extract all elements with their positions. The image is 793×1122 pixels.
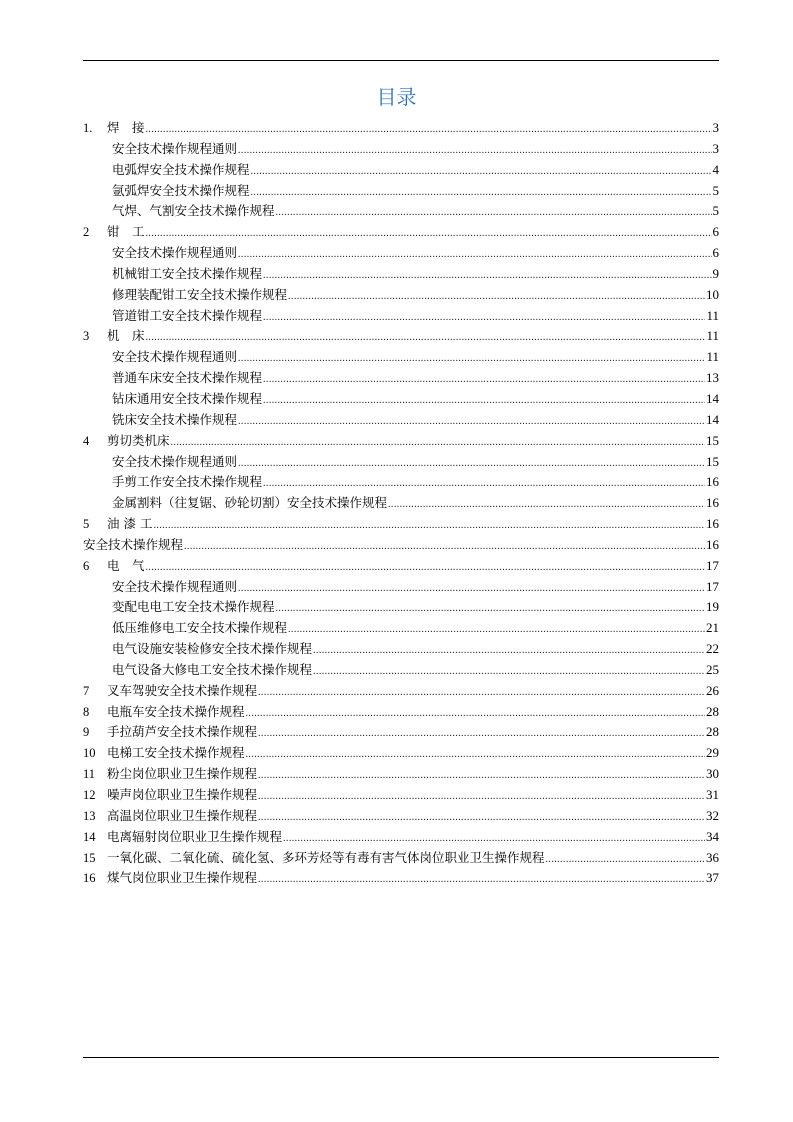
toc-entry-page: 6 (712, 245, 719, 261)
toc-dot-leader (263, 308, 705, 329)
toc-entry-label: 安全技术操作规程 (83, 536, 184, 552)
toc-entry-number: 6 (83, 558, 90, 573)
toc-entry-label: 金属割料（往复锯、砂轮切割）安全技术操作规程 (112, 495, 388, 511)
toc-dot-leader (238, 454, 705, 475)
toc-entry[interactable] (83, 243, 719, 264)
toc-entry-page: 6 (712, 224, 719, 240)
toc-entry-page: 28 (706, 703, 719, 719)
toc-entry-label: 焊 接 (107, 120, 145, 135)
toc-entry-page: 21 (706, 620, 719, 636)
toc-entry-number: 9 (83, 725, 90, 740)
toc-entry-label: 一氧化碳、二氧化硫、硫化氢、多环芳烃等有毒有害气体岗位职业卫生操作规程 (107, 849, 545, 865)
toc-dot-leader (146, 558, 705, 579)
toc-dot-leader (258, 724, 705, 745)
toc-dot-leader (288, 287, 705, 308)
toc-entry[interactable] (83, 431, 719, 452)
toc-entry[interactable] (83, 326, 719, 347)
toc-entry-label: 电气设备大修电工安全技术操作规程 (112, 661, 313, 677)
toc-entry[interactable] (83, 764, 719, 785)
toc-entry-number: 16 (83, 871, 96, 886)
toc-entry-label: 低压维修电工安全技术操作规程 (112, 620, 288, 636)
toc-entry-label: 油 漆 工 (107, 516, 153, 532)
toc-entry-number: 14 (83, 829, 96, 844)
toc-entry-page: 11 (706, 328, 719, 344)
toc-entry[interactable] (83, 389, 719, 410)
toc-entry-page: 32 (706, 807, 719, 823)
toc-entry-page: 13 (706, 370, 719, 386)
toc-entry-page: 36 (706, 849, 719, 865)
toc-entry-page: 17 (706, 557, 719, 573)
toc-entry-page: 16 (706, 536, 719, 552)
toc-entry-label: 电弧焊安全技术操作规程 (112, 161, 250, 177)
toc-entry-number: 4 (83, 433, 90, 448)
toc-entry-label: 钻床通用安全技术操作规程 (112, 390, 263, 406)
toc-entry-label: 修理装配钳工安全技术操作规程 (112, 286, 288, 302)
toc-entry-number: 1. (83, 121, 93, 135)
toc-entry-page: 3 (712, 120, 719, 135)
toc-entry-label: 机械钳工安全技术操作规程 (112, 265, 263, 281)
toc-dot-leader (251, 183, 712, 204)
toc-entry[interactable] (83, 160, 719, 181)
toc-dot-leader (546, 850, 705, 871)
toc-entry-number: 13 (83, 808, 96, 823)
toc-entry[interactable] (83, 285, 719, 306)
footer-rule (83, 1057, 719, 1058)
toc-entry-number: 7 (83, 683, 90, 698)
toc-entry-label: 电离辐射岗位职业卫生操作规程 (107, 828, 283, 844)
toc-entry-page: 34 (706, 828, 719, 844)
toc-entry-number: 2 (83, 225, 90, 240)
toc-entry-page: 28 (706, 724, 719, 740)
toc-entry-page: 25 (706, 661, 719, 677)
toc-entry-label: 安全技术操作规程通则 (112, 140, 238, 156)
toc-entry[interactable] (83, 514, 719, 535)
toc-entry[interactable] (83, 743, 719, 764)
toc-entry[interactable] (83, 368, 719, 389)
toc-entry-label: 变配电电工安全技术操作规程 (112, 599, 275, 615)
toc-entry-label: 叉车驾驶安全技术操作规程 (107, 682, 258, 698)
toc-entry-page: 16 (706, 495, 719, 511)
toc-entry[interactable] (83, 556, 719, 577)
toc-dot-leader (288, 620, 705, 641)
toc-entry[interactable] (83, 472, 719, 493)
toc-entry-number: 15 (83, 850, 96, 865)
toc-entry-label: 安全技术操作规程通则 (112, 453, 238, 469)
toc-entry-label: 氩弧焊安全技术操作规程 (112, 182, 250, 198)
toc-entry-page: 3 (712, 140, 719, 156)
toc-entry[interactable] (83, 722, 719, 743)
toc-dot-leader (283, 829, 705, 850)
toc-entry-label: 钳 工 (107, 224, 145, 240)
toc-entry-label: 安全技术操作规程通则 (112, 578, 238, 594)
toc-entry[interactable] (83, 597, 719, 618)
toc-entry[interactable] (83, 639, 719, 660)
toc-entry-page: 14 (706, 390, 719, 406)
toc-entry-page: 14 (706, 411, 719, 427)
toc-entry-page: 37 (706, 870, 719, 886)
toc-entry-label: 安全技术操作规程通则 (112, 245, 238, 261)
toc-entry-page: 15 (706, 453, 719, 469)
toc-entry[interactable] (83, 493, 719, 514)
toc-dot-leader (246, 745, 705, 766)
toc-dot-leader (258, 683, 705, 704)
toc-entry[interactable] (83, 201, 719, 222)
toc-entry-label: 电气设施安装检修安全技术操作规程 (112, 641, 313, 657)
toc-entry-page: 5 (712, 182, 719, 198)
toc-entry-number: 5 (83, 517, 90, 532)
toc-entry-page: 30 (706, 766, 719, 782)
toc-entry[interactable] (83, 410, 719, 431)
toc-entry-label: 铣床安全技术操作规程 (112, 411, 238, 427)
toc-entry-label: 噪声岗位职业卫生操作规程 (107, 787, 258, 802)
toc-dot-leader (238, 412, 705, 433)
toc-entry-page: 15 (706, 432, 719, 448)
toc-dot-leader (388, 495, 705, 516)
toc-dot-leader (171, 433, 705, 454)
toc-entry[interactable] (83, 452, 719, 473)
toc-entry-number: 10 (83, 746, 96, 761)
toc-dot-leader (263, 370, 705, 391)
toc-dot-leader (238, 579, 705, 600)
toc-entry[interactable] (83, 618, 719, 639)
toc-entry-label: 粉尘岗位职业卫生操作规程 (107, 766, 258, 782)
toc-entry-label: 气焊、气割安全技术操作规程 (112, 203, 275, 219)
toc-entry-label: 管道钳工安全技术操作规程 (112, 307, 263, 323)
toc-entry-label: 手拉葫芦安全技术操作规程 (107, 724, 258, 740)
toc-entry-page: 9 (712, 265, 719, 281)
toc-entry[interactable] (83, 264, 719, 285)
toc-dot-leader (258, 808, 705, 829)
toc-dot-leader (263, 266, 711, 287)
toc-dot-leader (258, 870, 705, 891)
toc-entry[interactable] (83, 139, 719, 160)
toc-entry-number: 3 (83, 329, 90, 344)
toc-entry[interactable] (83, 535, 719, 556)
toc-dot-leader (238, 245, 711, 266)
toc-dot-leader (313, 641, 705, 662)
toc-dot-leader (146, 328, 706, 349)
toc-dot-leader (251, 162, 712, 183)
toc-entry[interactable] (83, 702, 719, 723)
toc-entry[interactable] (83, 118, 719, 139)
toc-entry[interactable] (83, 848, 719, 869)
toc-entry-label: 安全技术操作规程通则 (112, 349, 238, 365)
table-of-contents (83, 118, 719, 889)
toc-entry-label: 普通车床安全技术操作规程 (112, 370, 263, 386)
toc-dot-leader (276, 203, 712, 224)
toc-entry-number: 11 (83, 767, 96, 782)
toc-entry-page: 16 (706, 516, 719, 532)
toc-dot-leader (258, 787, 705, 808)
toc-entry-number: 8 (83, 704, 90, 719)
toc-entry-page: 4 (712, 161, 719, 177)
toc-entry-page: 31 (706, 787, 719, 802)
toc-entry-page: 11 (706, 349, 719, 365)
toc-entry-page: 22 (706, 641, 719, 657)
toc-entry-page: 11 (706, 307, 719, 323)
toc-dot-leader (184, 537, 705, 558)
toc-dot-leader (153, 516, 705, 537)
toc-entry-page: 26 (706, 682, 719, 698)
toc-entry[interactable] (83, 681, 719, 702)
toc-entry-label: 煤气岗位职业卫生操作规程 (107, 870, 258, 886)
toc-entry-page: 16 (706, 474, 719, 490)
toc-entry[interactable] (83, 785, 719, 806)
toc-entry[interactable] (83, 222, 719, 243)
toc-entry[interactable] (83, 306, 719, 327)
toc-entry-page: 29 (706, 745, 719, 761)
toc-entry[interactable] (83, 806, 719, 827)
toc-entry-page: 19 (706, 599, 719, 615)
toc-dot-leader (258, 766, 705, 787)
toc-entry-label: 机 床 (107, 328, 145, 344)
toc-entry-label: 剪切类机床 (107, 432, 170, 448)
toc-entry[interactable] (83, 868, 719, 889)
toc-dot-leader (246, 704, 705, 725)
toc-entry-label: 电梯工安全技术操作规程 (107, 745, 245, 761)
header-rule (83, 60, 719, 61)
toc-entry[interactable] (83, 181, 719, 202)
toc-entry-page: 10 (706, 286, 719, 302)
toc-entry[interactable] (83, 347, 719, 368)
toc-dot-leader (238, 349, 705, 370)
toc-entry-label: 手剪工作安全技术操作规程 (112, 474, 263, 490)
toc-dot-leader (238, 141, 711, 162)
toc-dot-leader (263, 474, 705, 495)
toc-dot-leader (276, 599, 705, 620)
toc-entry-label: 电 气 (107, 557, 145, 573)
toc-entry-label: 高温岗位职业卫生操作规程 (107, 807, 258, 823)
toc-entry[interactable] (83, 660, 719, 681)
toc-title: 目录 (376, 85, 417, 109)
toc-dot-leader (313, 662, 705, 683)
toc-entry-label: 电瓶车安全技术操作规程 (107, 703, 245, 719)
toc-dot-leader (146, 120, 712, 141)
toc-dot-leader (263, 391, 705, 412)
toc-entry[interactable] (83, 577, 719, 598)
toc-entry-page: 5 (712, 203, 719, 219)
toc-entry-page: 17 (706, 578, 719, 594)
toc-entry-number: 12 (83, 788, 96, 802)
toc-entry[interactable] (83, 827, 719, 848)
toc-dot-leader (146, 224, 712, 245)
